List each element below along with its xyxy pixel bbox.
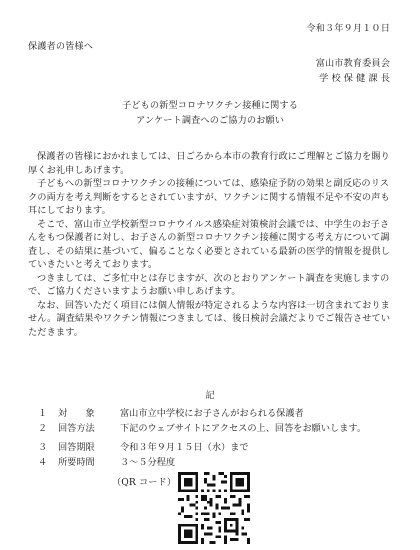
paragraph-request: つきましては、ご多忙中とは存じますが、次のとおりアンケート調査を実施しますので、ご協力くださいますようお願い申しあげます。 [28,272,390,297]
item-number: １ [38,408,48,419]
paragraph-notice: なお、回答いただく項目には個人情報が特定されるような内容は一切含まれておりません。調査結果やワクチン情報につきましては、後日検討会議だよりでご報告させていただきます。 [28,299,391,338]
ki-heading: 記 [205,390,215,401]
sender-organization: 富山市教育委員会 [315,58,390,69]
item-value: 下記のウェブサイトにアクセスの上、回答をお願いします。 [120,423,367,434]
title-line-2: アンケート調査へのご協力のお願い [135,115,285,126]
paragraph-purpose: そこで、富山市立学校新型コロナウイルス感染症対策検討会議では、中学生のお子さんをもつ保護者に対し、お子さんの新型コロナワクチン接種に関する考え方について調査し、その結果に基づいて、偏ることなく必要とされている最新の医学的情報を提供していきたいと考えております。 [28,218,391,270]
item-duration [38,455,380,470]
item-list [38,406,380,470]
item-label: 回答期限 [58,442,95,453]
item-value: 令和３年９月１５日（水）まで [120,442,249,453]
title-line-1: 子どもの新型コロナワクチン接種に関する [121,100,298,111]
item-number: ２ [38,423,48,434]
body-text [28,150,394,339]
item-value: 富山市立中学校にお子さんがおられる保護者 [120,408,304,419]
item-number: ４ [38,457,48,468]
qr-code-label: （QR コード） [112,477,177,488]
paragraph-greeting: 保護者の皆様におかれましては、日ごろから本市の教育行政にご理解とご協力を賜り厚くお礼申しあげます。 [28,151,390,176]
qr-code-icon[interactable] [178,472,250,544]
item-number: ３ [38,442,48,453]
addressee: 保護者の皆様へ [28,41,94,52]
item-label: 所要時間 [58,457,95,468]
paragraph-background: 子どもへの新型コロナワクチンの接種については、感染症予防の効果と副反応のリスクの両方を考え判断をするとされていますが、ワクチンに関する情報不足や不安の声も耳にしております。 [28,178,390,216]
item-value: ３～５分程度 [120,457,176,468]
item-target [38,406,380,421]
item-label: 回答方法 [58,423,95,434]
document-date: 令和３年９月１０日 [306,23,390,34]
item-deadline [38,440,380,455]
item-method [38,421,380,436]
item-label: 対 象 [58,408,95,419]
sender-department: 学 校 保 健 課 長 [319,73,390,84]
